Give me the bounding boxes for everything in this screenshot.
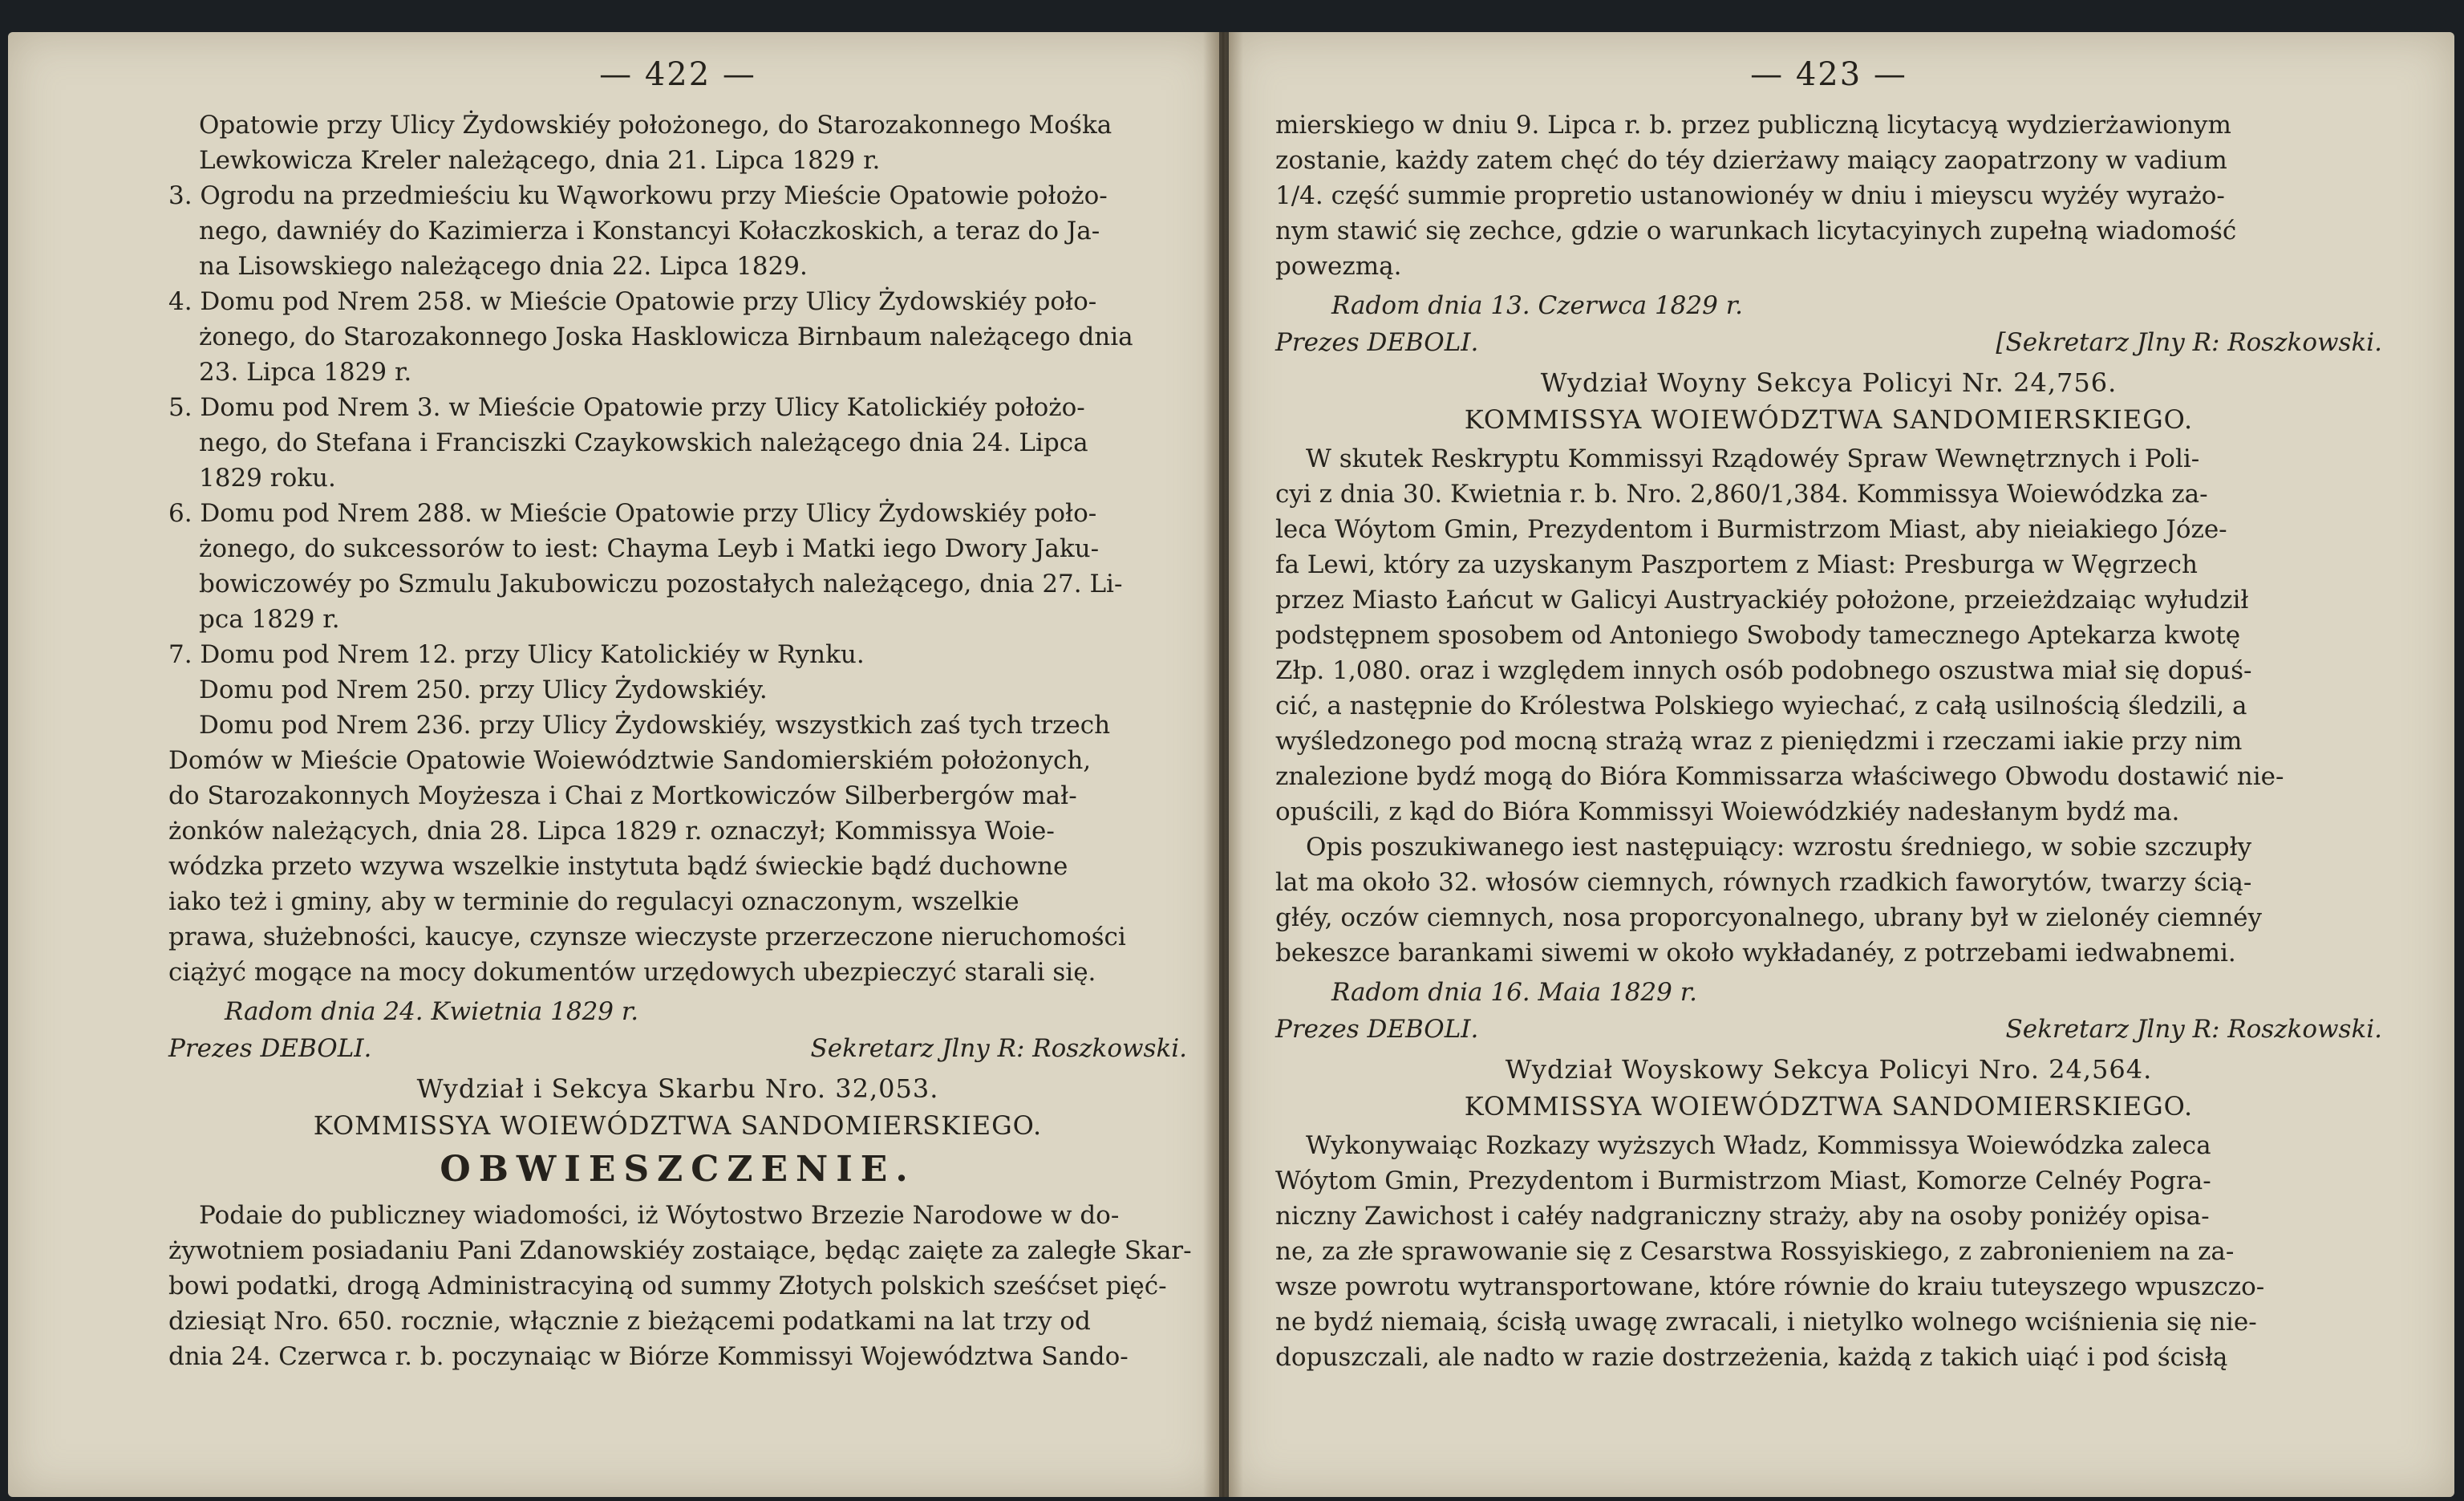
signature-date: Radom dnia 13. Czerwca 1829 r. <box>1331 291 1743 320</box>
text-line: nym stawić się zechce, gdzie o warunkach licytacyinych zupełną wiadomość <box>1275 217 2237 245</box>
page-number-left: — 422 — <box>599 56 756 93</box>
item-7 <box>168 637 1187 990</box>
signature-date: Radom dnia 16. Maia 1829 r. <box>1331 978 1697 1007</box>
item-4 <box>168 284 1187 390</box>
item-2-continuation <box>168 108 1187 178</box>
text-line: do Starozakonnych Moyżesza i Chai z Mortkowiczów Silberbergów mał- <box>168 781 1077 810</box>
border-notice-paragraph <box>1275 1128 2382 1375</box>
text-line: wódzka przeto wzywa wszelkie instytuta bądź świeckie bądź duchowne <box>168 852 1068 881</box>
signature-row <box>168 1030 1187 1067</box>
item-3 <box>168 178 1187 284</box>
text-line: bowi podatki, drogą Administracyiną od summy Złotych polskich sześćset pięć- <box>168 1272 1167 1300</box>
text-line: ciążyć mogące na mocy dokumentów urzędowych ubezpieczyć starali się. <box>168 958 1096 987</box>
text-line: Lewkowicza Kreler należącego, dnia 21. Lipca 1829 r. <box>199 146 881 175</box>
text-line: nego, dawniéy do Kazimierza i Konstancyi Kołaczkoskich, a teraz do Ja- <box>199 217 1100 245</box>
text-line: żywotniem posiadaniu Pani Zdanowskiéy zostaiące, będąc zaięte za zaległe Skar- <box>168 1236 1192 1265</box>
signature-block-1 <box>1275 287 2382 361</box>
text-line: dnia 24. Czerwca r. b. poczynaiąc w Biórze Kommissyi Województwa Sando- <box>168 1342 1129 1371</box>
text-line: Wykonywaiąc Rozkazy wyższych Władz, Kommissya Woiewódzka zaleca <box>1306 1131 2211 1160</box>
text-line: niczny Zawichost i całéy nadgraniczny straży, aby na osoby poniżéy opisa- <box>1275 1202 2210 1231</box>
text-line: dziesiąt Nro. 650. rocznie, włącznie z bieżącemi podatkami na lat trzy od <box>168 1307 1091 1336</box>
text-line: Opatowie przy Ulicy Żydowskiéy położonego, do Starozakonnego Mośka <box>199 111 1112 140</box>
text-line: bekeszce barankami siwemi w około wykładanéy, z potrzebami iedwabnemi. <box>1275 939 2236 968</box>
text-line: Domu pod Nrem 236. przy Ulicy Żydowskiéy, wszystkich zaś tych trzech <box>199 711 1111 740</box>
text-line: leca Wóytom Gmin, Prezydentom i Burmistrzom Miast, aby nieiakiego Józe- <box>1275 515 2227 544</box>
signature-sekretarz: Sekretarz Jlny R: Roszkowski. <box>810 1034 1187 1063</box>
text-line: 1/4. część summie propretio ustanowionéy w dniu i mieyscu wyżéy wyrażo- <box>1275 181 2225 210</box>
text-line: 3. Ogrodu na przedmieściu ku Wąworkowu przy Mieście Opatowie położo- <box>168 181 1108 210</box>
text-line: Domów w Mieście Opatowie Woiewództwie Sandomierskiém położonych, <box>168 746 1092 775</box>
signature-prezes: Prezes DEBOLI. <box>168 1034 372 1063</box>
commission-heading: KOMMISSYA WOIEWÓDZTWA SANDOMIERSKIEGO. <box>1464 404 2194 435</box>
text-line: nego, do Stefana i Franciszki Czaykowskich należącego dnia 24. Lipca <box>199 428 1088 457</box>
signature-block-1 <box>168 993 1187 1067</box>
text-line: mierskiego w dniu 9. Lipca r. b. przez publiczną licytacyą wydzierżawionym <box>1275 111 2231 140</box>
page-number-right: — 423 — <box>1750 56 1907 93</box>
description-paragraph <box>1275 830 2382 971</box>
signature-prezes: Prezes DEBOLI. <box>1275 328 1479 357</box>
text-line: znalezione bydź mogą do Bióra Kommissarza właściwego Obwodu dostawić nie- <box>1275 762 2284 791</box>
text-line: W skutek Reskryptu Kommissyi Rządowéy Spraw Wewnętrznych i Poli- <box>1306 444 2200 473</box>
text-line: żonego, do sukcessorów to iest: Chayma Leyb i Matki iego Dwory Jaku- <box>199 534 1100 563</box>
text-line: Domu pod Nrem 250. przy Ulicy Żydowskiéy. <box>199 675 768 704</box>
signature-sekretarz: [Sekretarz Jlny R: Roszkowski. <box>1996 328 2382 357</box>
text-line: iako też i gminy, aby w terminie do regulacyi oznaczonym, wszelkie <box>168 887 1019 916</box>
text-line: ne bydź niemaią, ścisłą uwagę zwracali, i nietylko wolnego wciśnienia się nie- <box>1275 1308 2257 1337</box>
text-line: lat ma około 32. włosów ciemnych, równych rzadkich faworytów, twarzy ścią- <box>1275 868 2252 897</box>
text-line: wyśledzonego pod mocną strażą wraz z pieniędzmi i rzeczami iakie przy nim <box>1275 727 2243 756</box>
text-line: podstępnem sposobem od Antoniego Swobody tamecznego Aptekarza kwotę <box>1275 621 2241 650</box>
text-line: Złp. 1,080. oraz i względem innych osób podobnego oszustwa miał się dopuś- <box>1275 656 2252 685</box>
text-line: opuścili, z kąd do Bióra Kommissyi Woiewódzkiéy nadesłanym bydź ma. <box>1275 797 2180 826</box>
signature-row <box>1275 324 2382 361</box>
text-line: głéy, oczów ciemnych, nosa proporcyonalnego, ubrany był w zielonéy ciemnéy <box>1275 903 2263 932</box>
text-line: dopuszczali, ale nadto w razie dostrzeżenia, każdą z takich uiąć i pod ścisłą <box>1275 1343 2228 1372</box>
text-line: fa Lewi, który za uzyskanym Paszportem z Miast: Presburga w Węgrzech <box>1275 550 2198 579</box>
department-heading: Wydział i Sekcya Skarbu Nro. 32,053. <box>416 1073 939 1104</box>
text-line: wsze powrotu wytransportowane, które równie do kraiu tuteyszego wpuszczo- <box>1275 1272 2265 1301</box>
text-line: 7. Domu pod Nrem 12. przy Ulicy Katolickiéy w Rynku. <box>168 640 865 669</box>
text-line: 4. Domu pod Nrem 258. w Mieście Opatowie przy Ulicy Żydowskiéy poło- <box>168 287 1097 316</box>
text-line: 5. Domu pod Nrem 3. w Mieście Opatowie przy Ulicy Katolickiéy położo- <box>168 393 1085 422</box>
signature-block-2 <box>1275 974 2382 1048</box>
text-line: 23. Lipca 1829 r. <box>199 358 412 387</box>
text-line: żonków należących, dnia 28. Lipca 1829 r. oznaczył; Kommissya Woie- <box>168 817 1055 846</box>
text-line: cić, a następnie do Królestwa Polskiego wyiechać, z całą usilnością śledzili, a <box>1275 692 2247 720</box>
left-page-content <box>168 56 1192 1481</box>
right-page-content <box>1275 56 2382 1481</box>
left-page <box>8 32 1219 1497</box>
right-page <box>1229 32 2454 1497</box>
lease-paragraph <box>1275 108 2382 284</box>
text-line: 1829 roku. <box>199 464 336 493</box>
signature-sekretarz: Sekretarz Jlny R: Roszkowski. <box>2005 1015 2382 1044</box>
signature-prezes: Prezes DEBOLI. <box>1275 1015 1479 1044</box>
text-line: na Lisowskiego należącego dnia 22. Lipca 1829. <box>199 252 808 281</box>
text-line: 6. Domu pod Nrem 288. w Mieście Opatowie przy Ulicy Żydowskiéy poło- <box>168 499 1097 528</box>
text-line: Wóytom Gmin, Prezydentom i Burmistrzom Miast, Komorze Celnéy Pogra- <box>1275 1166 2211 1195</box>
notice-body <box>168 1198 1192 1374</box>
signature-row <box>1275 1011 2382 1048</box>
text-line: pca 1829 r. <box>199 605 340 634</box>
text-line: przez Miasto Łańcut w Galicyi Austryackiéy położone, przeieżdzaiąc wyłudził <box>1275 586 2249 615</box>
wanted-notice-paragraph <box>1275 441 2382 830</box>
signature-date: Radom dnia 24. Kwietnia 1829 r. <box>225 997 639 1026</box>
text-line: powezmą. <box>1275 252 1402 281</box>
text-line: cyi z dnia 30. Kwietnia r. b. Nro. 2,860/1,384. Kommissya Woiewódzka za- <box>1275 480 2208 509</box>
commission-heading: KOMMISSYA WOIEWÓDZTWA SANDOMIERSKIEGO. <box>1464 1091 2194 1122</box>
text-line: prawa, służebności, kaucye, czynsze wieczyste przerzeczone nieruchomości <box>168 923 1126 951</box>
text-line: żonego, do Starozakonnego Joska Hasklowicza Birnbaum należącego dnia <box>199 323 1133 351</box>
department-heading: Wydział Woyny Sekcya Policyi Nr. 24,756. <box>1540 367 2118 398</box>
department-heading: Wydział Woyskowy Sekcya Policyi Nro. 24,564. <box>1505 1054 2153 1085</box>
text-line: zostanie, każdy zatem chęć do téy dzierżawy maiący zaopatrzony w vadium <box>1275 146 2227 175</box>
notice-title: OBWIESZCZENIE. <box>440 1149 916 1190</box>
book-gutter <box>1203 32 1243 1497</box>
text-line: Podaie do publiczney wiadomości, iż Wóytostwo Brzezie Narodowe w do- <box>199 1201 1120 1230</box>
commission-heading: KOMMISSYA WOIEWÓDZTWA SANDOMIERSKIEGO. <box>313 1110 1043 1141</box>
item-5 <box>168 390 1187 496</box>
text-line: Opis poszukiwanego iest następuiący: wzrostu średniego, w sobie szczupły <box>1306 833 2252 862</box>
item-6 <box>168 496 1187 637</box>
text-line: ne, za złe sprawowanie się z Cesarstwa Rossyiskiego, z zabronieniem na za- <box>1275 1237 2235 1266</box>
text-line: bowiczowéy po Szmulu Jakubowiczu pozostałych należącego, dnia 27. Li- <box>199 570 1123 598</box>
